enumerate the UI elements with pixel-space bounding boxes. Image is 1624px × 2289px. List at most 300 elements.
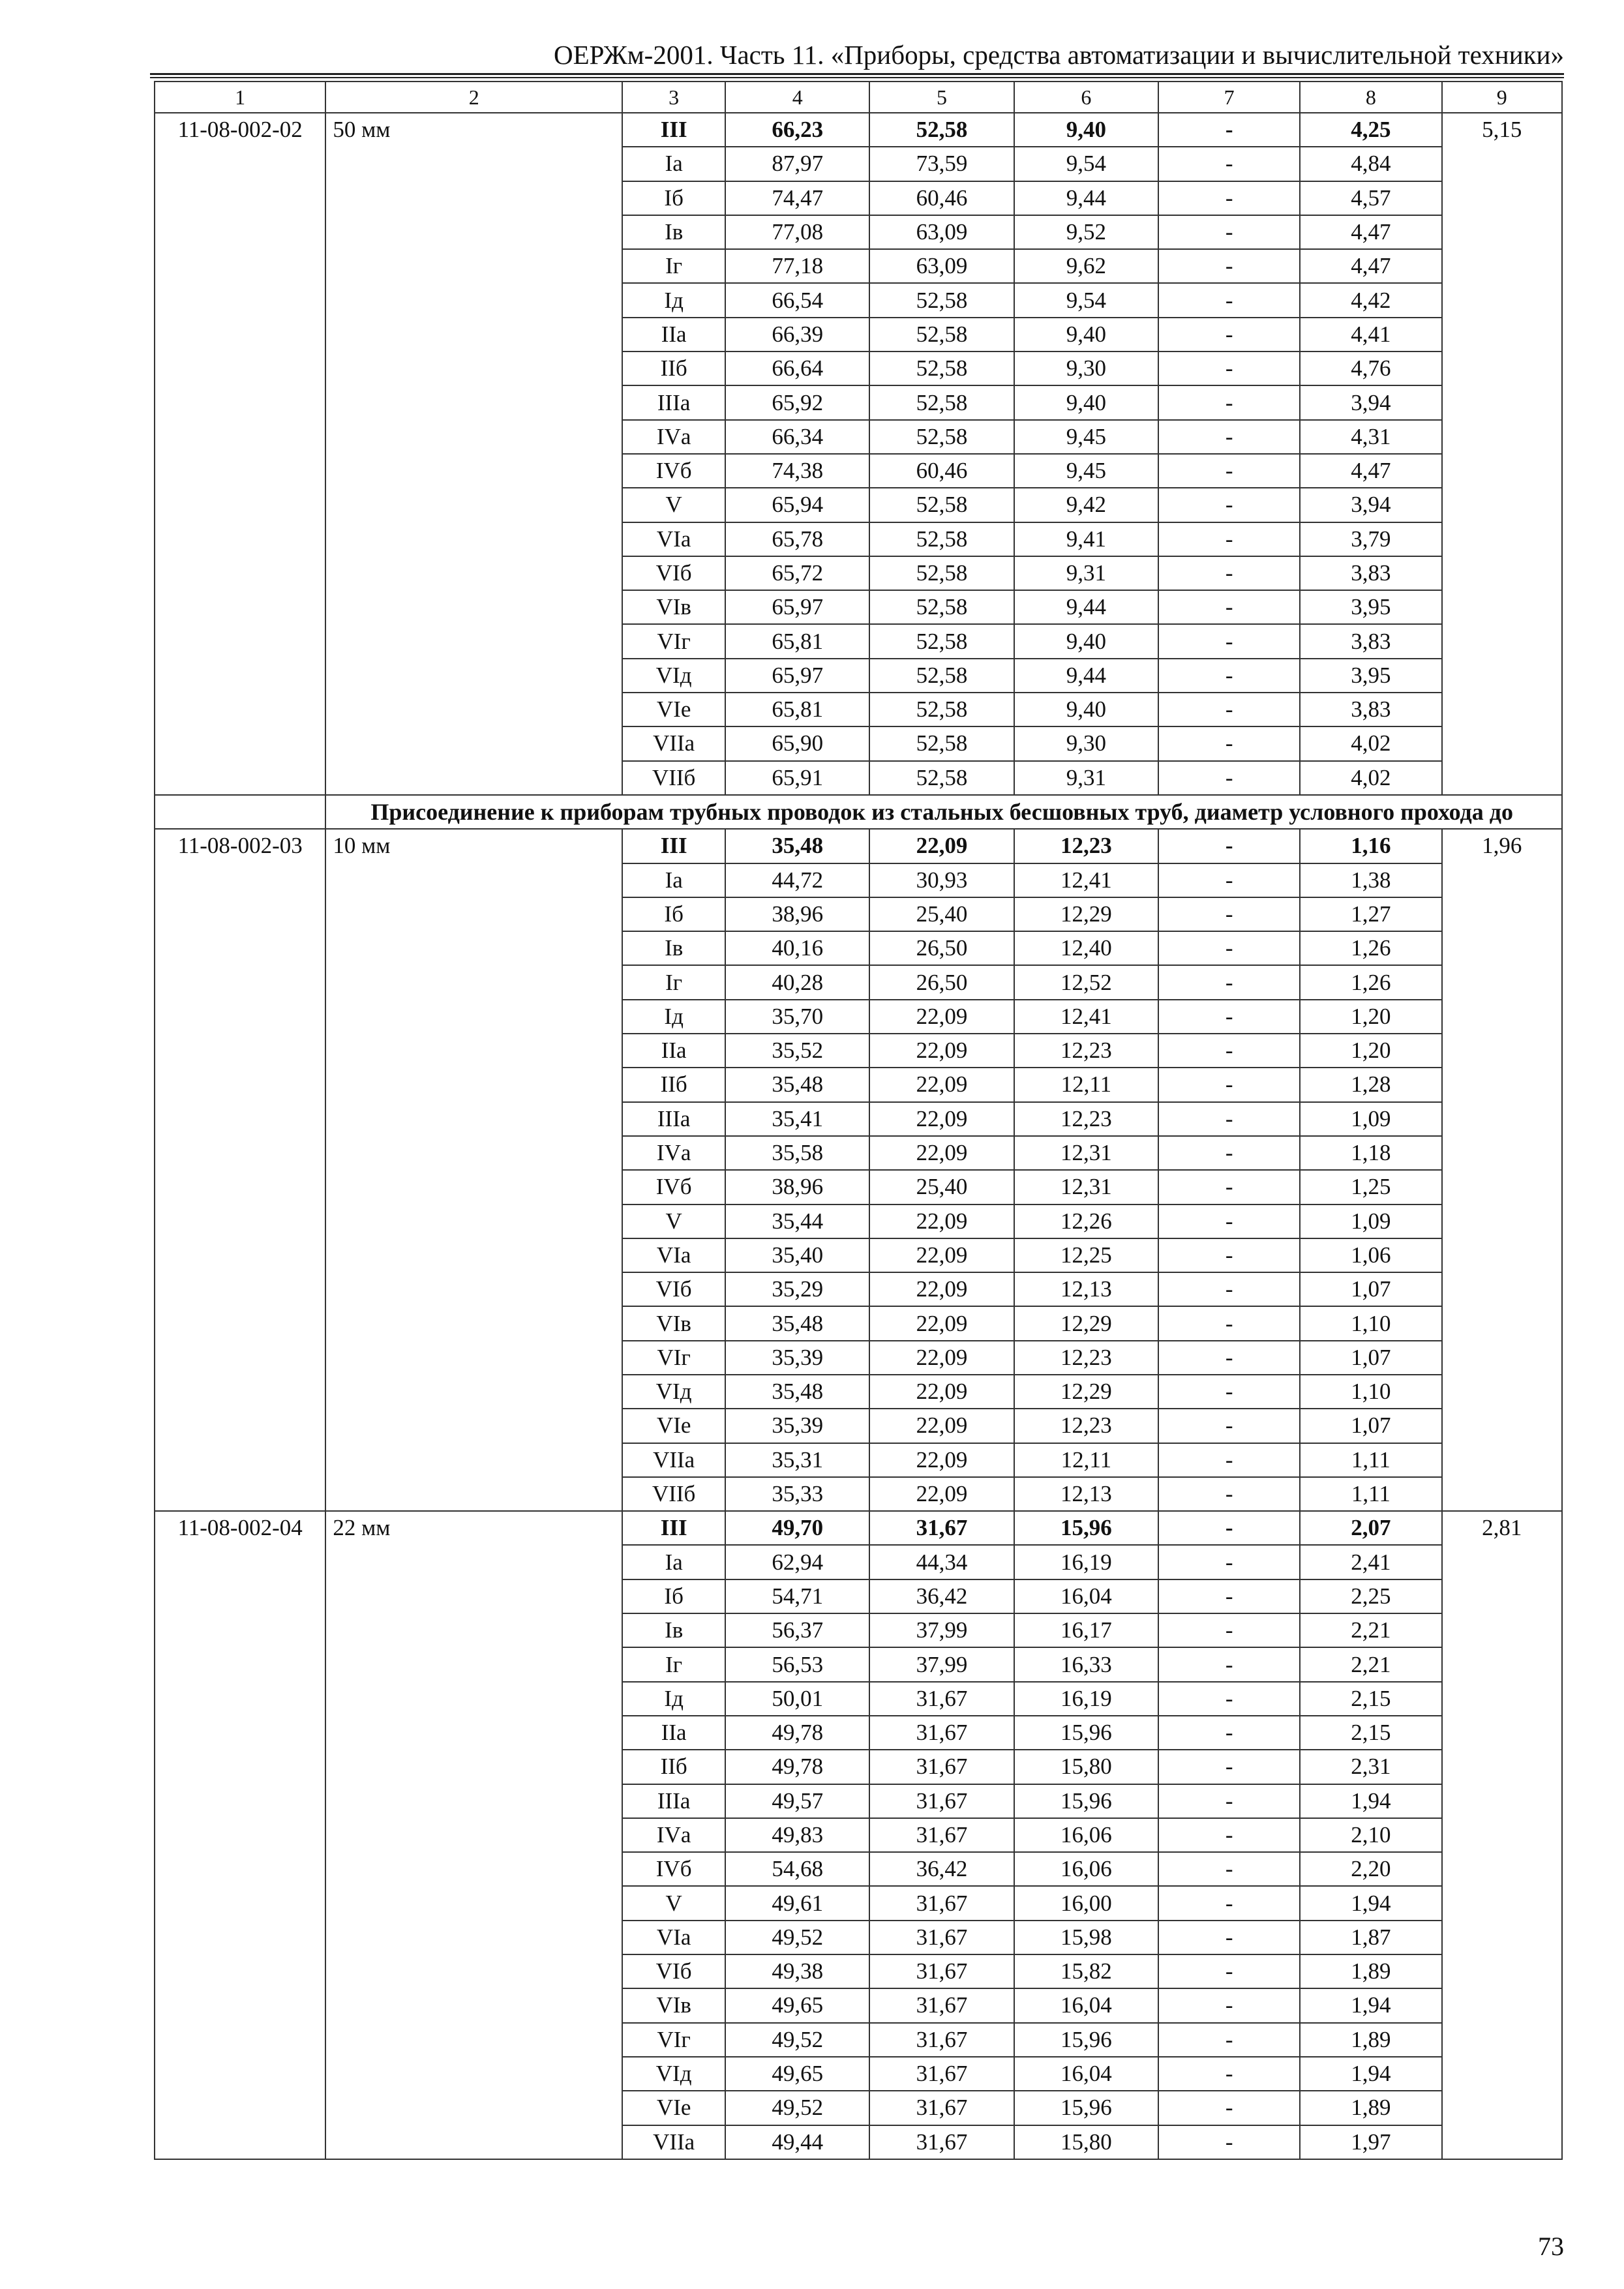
operator-cost-cell: - xyxy=(1158,590,1300,624)
materials-cost-cell: 1,10 xyxy=(1300,1306,1441,1340)
operator-cost-cell: - xyxy=(1158,385,1300,419)
labor-cost-cell: 31,67 xyxy=(869,1818,1014,1852)
materials-cost-cell: 1,89 xyxy=(1300,2091,1441,2125)
total-cost-cell: 65,72 xyxy=(725,556,869,590)
machine-cost-cell: 16,06 xyxy=(1014,1852,1158,1886)
zone-cell: IIIа xyxy=(622,1784,725,1818)
machine-cost-cell: 9,40 xyxy=(1014,113,1158,147)
zone-cell: Iа xyxy=(622,147,725,181)
labor-cost-cell: 31,67 xyxy=(869,2057,1014,2091)
zone-cell: Iа xyxy=(622,1545,725,1579)
zone-cell: Iб xyxy=(622,181,725,215)
machine-cost-cell: 15,82 xyxy=(1014,1954,1158,1988)
zone-cell: VIа xyxy=(622,522,725,556)
operator-cost-cell: - xyxy=(1158,1886,1300,1920)
section-heading-blank xyxy=(155,795,325,829)
labor-cost-cell: 31,67 xyxy=(869,1716,1014,1750)
materials-cost-cell: 4,47 xyxy=(1300,215,1441,249)
total-cost-cell: 87,97 xyxy=(725,147,869,181)
zone-cell: IIб xyxy=(622,1750,725,1784)
machine-cost-cell: 12,23 xyxy=(1014,1102,1158,1136)
total-cost-cell: 65,81 xyxy=(725,624,869,658)
materials-cost-cell: 2,15 xyxy=(1300,1682,1441,1716)
zone-cell: VIд xyxy=(622,2057,725,2091)
zone-cell: V xyxy=(622,1886,725,1920)
operator-cost-cell: - xyxy=(1158,863,1300,897)
materials-cost-cell: 1,25 xyxy=(1300,1170,1441,1204)
labor-cost-cell: 52,58 xyxy=(869,488,1014,522)
machine-cost-cell: 9,52 xyxy=(1014,215,1158,249)
labor-cost-cell: 52,58 xyxy=(869,420,1014,454)
labor-cost-cell: 22,09 xyxy=(869,1000,1014,1034)
total-cost-cell: 35,33 xyxy=(725,1477,869,1511)
materials-cost-cell: 3,83 xyxy=(1300,624,1441,658)
materials-cost-cell: 1,07 xyxy=(1300,1341,1441,1375)
labor-cost-cell: 52,58 xyxy=(869,659,1014,693)
labor-cost-cell: 22,09 xyxy=(869,1306,1014,1340)
total-cost-cell: 65,92 xyxy=(725,385,869,419)
materials-cost-cell: 1,20 xyxy=(1300,1000,1441,1034)
labor-hours: 1,96 xyxy=(1442,829,1562,1511)
total-cost-cell: 65,81 xyxy=(725,693,869,726)
total-cost-cell: 49,52 xyxy=(725,1921,869,1954)
machine-cost-cell: 12,11 xyxy=(1014,1068,1158,1101)
zone-cell: Iд xyxy=(622,1682,725,1716)
zone-cell: VIе xyxy=(622,2091,725,2125)
zone-cell: Iг xyxy=(622,965,725,999)
total-cost-cell: 56,53 xyxy=(725,1647,869,1681)
materials-cost-cell: 1,11 xyxy=(1300,1477,1441,1511)
materials-cost-cell: 1,11 xyxy=(1300,1443,1441,1477)
column-number: 4 xyxy=(725,82,869,113)
total-cost-cell: 35,48 xyxy=(725,1306,869,1340)
operator-cost-cell: - xyxy=(1158,2125,1300,2159)
operator-cost-cell: - xyxy=(1158,761,1300,795)
labor-cost-cell: 31,67 xyxy=(869,2091,1014,2125)
zone-cell: Iд xyxy=(622,1000,725,1034)
zone-cell: Iг xyxy=(622,249,725,283)
operator-cost-cell: - xyxy=(1158,1682,1300,1716)
zone-cell: V xyxy=(622,1204,725,1238)
labor-cost-cell: 60,46 xyxy=(869,181,1014,215)
section-heading: Присоединение к приборам трубных проводок из стальных бесшовных труб, диаметр условного прохода до xyxy=(325,795,1562,829)
column-number: 1 xyxy=(155,82,325,113)
operator-cost-cell: - xyxy=(1158,1136,1300,1170)
zone-cell: Iв xyxy=(622,931,725,965)
materials-cost-cell: 1,09 xyxy=(1300,1204,1441,1238)
materials-cost-cell: 4,57 xyxy=(1300,181,1441,215)
section-heading-row xyxy=(155,795,1562,829)
operator-cost-cell: - xyxy=(1158,1341,1300,1375)
labor-cost-cell: 31,67 xyxy=(869,2125,1014,2159)
labor-cost-cell: 60,46 xyxy=(869,454,1014,488)
machine-cost-cell: 16,06 xyxy=(1014,1818,1158,1852)
operator-cost-cell: - xyxy=(1158,1716,1300,1750)
zone-cell: IVа xyxy=(622,1818,725,1852)
machine-cost-cell: 12,31 xyxy=(1014,1170,1158,1204)
rate-code: 11-08-002-03 xyxy=(155,829,325,1511)
operator-cost-cell: - xyxy=(1158,1477,1300,1511)
zone-cell: IVб xyxy=(622,1852,725,1886)
materials-cost-cell: 4,47 xyxy=(1300,454,1441,488)
materials-cost-cell: 4,02 xyxy=(1300,761,1441,795)
machine-cost-cell: 9,40 xyxy=(1014,624,1158,658)
operator-cost-cell: - xyxy=(1158,1068,1300,1101)
total-cost-cell: 65,91 xyxy=(725,761,869,795)
labor-cost-cell: 37,99 xyxy=(869,1613,1014,1647)
machine-cost-cell: 15,96 xyxy=(1014,2091,1158,2125)
machine-cost-cell: 12,23 xyxy=(1014,1341,1158,1375)
machine-cost-cell: 9,45 xyxy=(1014,454,1158,488)
operator-cost-cell: - xyxy=(1158,352,1300,385)
zone-cell: VIIа xyxy=(622,1443,725,1477)
machine-cost-cell: 12,41 xyxy=(1014,863,1158,897)
labor-cost-cell: 36,42 xyxy=(869,1852,1014,1886)
machine-cost-cell: 9,30 xyxy=(1014,352,1158,385)
zone-cell: IIа xyxy=(622,1034,725,1068)
machine-cost-cell: 12,13 xyxy=(1014,1477,1158,1511)
materials-cost-cell: 1,97 xyxy=(1300,2125,1441,2159)
materials-cost-cell: 1,94 xyxy=(1300,1886,1441,1920)
total-cost-cell: 38,96 xyxy=(725,1170,869,1204)
operator-cost-cell: - xyxy=(1158,1000,1300,1034)
operator-cost-cell: - xyxy=(1158,1988,1300,2022)
rates-table-container xyxy=(154,81,1563,2160)
operator-cost-cell: - xyxy=(1158,1170,1300,1204)
operator-cost-cell: - xyxy=(1158,283,1300,317)
total-cost-cell: 66,34 xyxy=(725,420,869,454)
total-cost-cell: 35,31 xyxy=(725,1443,869,1477)
total-cost-cell: 74,47 xyxy=(725,181,869,215)
materials-cost-cell: 4,41 xyxy=(1300,318,1441,352)
zone-cell: Iд xyxy=(622,283,725,317)
labor-cost-cell: 52,58 xyxy=(869,556,1014,590)
labor-cost-cell: 52,58 xyxy=(869,318,1014,352)
total-cost-cell: 49,65 xyxy=(725,2057,869,2091)
operator-cost-cell: - xyxy=(1158,693,1300,726)
machine-cost-cell: 16,04 xyxy=(1014,2057,1158,2091)
total-cost-cell: 49,78 xyxy=(725,1716,869,1750)
operator-cost-cell: - xyxy=(1158,2023,1300,2057)
operator-cost-cell: - xyxy=(1158,1034,1300,1068)
labor-cost-cell: 22,09 xyxy=(869,1375,1014,1409)
machine-cost-cell: 12,31 xyxy=(1014,1136,1158,1170)
operator-cost-cell: - xyxy=(1158,113,1300,147)
zone-cell: IVа xyxy=(622,1136,725,1170)
zone-cell: VIв xyxy=(622,590,725,624)
total-cost-cell: 35,41 xyxy=(725,1102,869,1136)
operator-cost-cell: - xyxy=(1158,1204,1300,1238)
table-body xyxy=(155,82,1562,2159)
materials-cost-cell: 2,21 xyxy=(1300,1613,1441,1647)
labor-cost-cell: 36,42 xyxy=(869,1579,1014,1613)
machine-cost-cell: 12,29 xyxy=(1014,1306,1158,1340)
materials-cost-cell: 3,83 xyxy=(1300,693,1441,726)
total-cost-cell: 49,57 xyxy=(725,1784,869,1818)
materials-cost-cell: 4,47 xyxy=(1300,249,1441,283)
machine-cost-cell: 15,80 xyxy=(1014,2125,1158,2159)
machine-cost-cell: 16,00 xyxy=(1014,1886,1158,1920)
machine-cost-cell: 15,96 xyxy=(1014,1784,1158,1818)
materials-cost-cell: 3,95 xyxy=(1300,659,1441,693)
labor-hours: 2,81 xyxy=(1442,1511,1562,2159)
labor-cost-cell: 37,99 xyxy=(869,1647,1014,1681)
zone-cell: IVб xyxy=(622,454,725,488)
materials-cost-cell: 1,26 xyxy=(1300,931,1441,965)
zone-cell: VIе xyxy=(622,1409,725,1443)
materials-cost-cell: 4,42 xyxy=(1300,283,1441,317)
labor-cost-cell: 52,58 xyxy=(869,590,1014,624)
operator-cost-cell: - xyxy=(1158,1579,1300,1613)
machine-cost-cell: 9,44 xyxy=(1014,590,1158,624)
materials-cost-cell: 1,06 xyxy=(1300,1238,1441,1272)
column-number: 5 xyxy=(869,82,1014,113)
labor-cost-cell: 31,67 xyxy=(869,1511,1014,1545)
zone-cell: Iв xyxy=(622,215,725,249)
column-number: 3 xyxy=(622,82,725,113)
machine-cost-cell: 12,23 xyxy=(1014,829,1158,863)
machine-cost-cell: 12,23 xyxy=(1014,1409,1158,1443)
total-cost-cell: 65,94 xyxy=(725,488,869,522)
machine-cost-cell: 16,19 xyxy=(1014,1682,1158,1716)
materials-cost-cell: 1,94 xyxy=(1300,1988,1441,2022)
zone-cell: VIг xyxy=(622,2023,725,2057)
labor-hours: 5,15 xyxy=(1442,113,1562,795)
zone-cell: VIIа xyxy=(622,726,725,760)
machine-cost-cell: 9,40 xyxy=(1014,385,1158,419)
zone-cell: IIб xyxy=(622,352,725,385)
total-cost-cell: 56,37 xyxy=(725,1613,869,1647)
materials-cost-cell: 1,20 xyxy=(1300,1034,1441,1068)
operator-cost-cell: - xyxy=(1158,1511,1300,1545)
total-cost-cell: 77,18 xyxy=(725,249,869,283)
materials-cost-cell: 1,07 xyxy=(1300,1409,1441,1443)
machine-cost-cell: 12,23 xyxy=(1014,1034,1158,1068)
labor-cost-cell: 25,40 xyxy=(869,1170,1014,1204)
total-cost-cell: 35,39 xyxy=(725,1409,869,1443)
total-cost-cell: 35,48 xyxy=(725,1068,869,1101)
total-cost-cell: 49,70 xyxy=(725,1511,869,1545)
zone-cell: VIб xyxy=(622,556,725,590)
labor-cost-cell: 52,58 xyxy=(869,522,1014,556)
machine-cost-cell: 16,04 xyxy=(1014,1988,1158,2022)
total-cost-cell: 49,83 xyxy=(725,1818,869,1852)
machine-cost-cell: 9,44 xyxy=(1014,659,1158,693)
machine-cost-cell: 12,13 xyxy=(1014,1272,1158,1306)
machine-cost-cell: 15,96 xyxy=(1014,2023,1158,2057)
column-number-row xyxy=(155,82,1562,113)
machine-cost-cell: 15,96 xyxy=(1014,1716,1158,1750)
total-cost-cell: 49,61 xyxy=(725,1886,869,1920)
total-cost-cell: 49,52 xyxy=(725,2023,869,2057)
labor-cost-cell: 22,09 xyxy=(869,829,1014,863)
zone-cell: VIIа xyxy=(622,2125,725,2159)
labor-cost-cell: 52,58 xyxy=(869,726,1014,760)
zone-cell: VIд xyxy=(622,1375,725,1409)
operator-cost-cell: - xyxy=(1158,726,1300,760)
pipe-size: 22 мм xyxy=(325,1511,622,2159)
total-cost-cell: 44,72 xyxy=(725,863,869,897)
machine-cost-cell: 12,26 xyxy=(1014,1204,1158,1238)
total-cost-cell: 65,90 xyxy=(725,726,869,760)
labor-cost-cell: 31,67 xyxy=(869,1784,1014,1818)
zone-cell: IIб xyxy=(622,1068,725,1101)
machine-cost-cell: 9,54 xyxy=(1014,283,1158,317)
materials-cost-cell: 2,20 xyxy=(1300,1852,1441,1886)
operator-cost-cell: - xyxy=(1158,1272,1300,1306)
operator-cost-cell: - xyxy=(1158,556,1300,590)
zone-cell: VIа xyxy=(622,1921,725,1954)
materials-cost-cell: 2,10 xyxy=(1300,1818,1441,1852)
labor-cost-cell: 22,09 xyxy=(869,1272,1014,1306)
header-rule xyxy=(150,73,1564,75)
machine-cost-cell: 9,30 xyxy=(1014,726,1158,760)
materials-cost-cell: 3,94 xyxy=(1300,488,1441,522)
total-cost-cell: 38,96 xyxy=(725,897,869,931)
machine-cost-cell: 9,42 xyxy=(1014,488,1158,522)
total-cost-cell: 35,58 xyxy=(725,1136,869,1170)
materials-cost-cell: 1,94 xyxy=(1300,1784,1441,1818)
zone-cell: VIб xyxy=(622,1272,725,1306)
rates-table xyxy=(154,81,1563,2160)
zone-cell: VIв xyxy=(622,1988,725,2022)
table-row xyxy=(155,113,1562,147)
zone-cell: IVа xyxy=(622,420,725,454)
zone-cell: VIа xyxy=(622,1238,725,1272)
total-cost-cell: 66,64 xyxy=(725,352,869,385)
total-cost-cell: 35,52 xyxy=(725,1034,869,1068)
machine-cost-cell: 12,29 xyxy=(1014,1375,1158,1409)
labor-cost-cell: 22,09 xyxy=(869,1034,1014,1068)
zone-cell: VIг xyxy=(622,624,725,658)
operator-cost-cell: - xyxy=(1158,931,1300,965)
operator-cost-cell: - xyxy=(1158,1238,1300,1272)
machine-cost-cell: 12,25 xyxy=(1014,1238,1158,1272)
machine-cost-cell: 12,29 xyxy=(1014,897,1158,931)
labor-cost-cell: 52,58 xyxy=(869,352,1014,385)
labor-cost-cell: 73,59 xyxy=(869,147,1014,181)
labor-cost-cell: 31,67 xyxy=(869,1954,1014,1988)
materials-cost-cell: 1,89 xyxy=(1300,2023,1441,2057)
labor-cost-cell: 26,50 xyxy=(869,965,1014,999)
labor-cost-cell: 22,09 xyxy=(869,1204,1014,1238)
labor-cost-cell: 22,09 xyxy=(869,1409,1014,1443)
column-number: 6 xyxy=(1014,82,1158,113)
page-number: 73 xyxy=(1538,2232,1564,2261)
labor-cost-cell: 22,09 xyxy=(869,1477,1014,1511)
total-cost-cell: 35,40 xyxy=(725,1238,869,1272)
materials-cost-cell: 3,94 xyxy=(1300,385,1441,419)
total-cost-cell: 35,44 xyxy=(725,1204,869,1238)
zone-cell: Iг xyxy=(622,1647,725,1681)
zone-cell: VIг xyxy=(622,1341,725,1375)
materials-cost-cell: 2,21 xyxy=(1300,1647,1441,1681)
total-cost-cell: 35,70 xyxy=(725,1000,869,1034)
machine-cost-cell: 9,31 xyxy=(1014,761,1158,795)
operator-cost-cell: - xyxy=(1158,522,1300,556)
machine-cost-cell: 12,52 xyxy=(1014,965,1158,999)
labor-cost-cell: 63,09 xyxy=(869,249,1014,283)
zone-cell: VIIб xyxy=(622,1477,725,1511)
total-cost-cell: 66,39 xyxy=(725,318,869,352)
materials-cost-cell: 1,94 xyxy=(1300,2057,1441,2091)
labor-cost-cell: 31,67 xyxy=(869,2023,1014,2057)
operator-cost-cell: - xyxy=(1158,1647,1300,1681)
zone-cell: IIа xyxy=(622,318,725,352)
operator-cost-cell: - xyxy=(1158,1375,1300,1409)
labor-cost-cell: 31,67 xyxy=(869,1988,1014,2022)
materials-cost-cell: 2,31 xyxy=(1300,1750,1441,1784)
total-cost-cell: 54,71 xyxy=(725,1579,869,1613)
materials-cost-cell: 1,10 xyxy=(1300,1375,1441,1409)
labor-cost-cell: 52,58 xyxy=(869,624,1014,658)
labor-cost-cell: 25,40 xyxy=(869,897,1014,931)
materials-cost-cell: 2,07 xyxy=(1300,1511,1441,1545)
rate-code: 11-08-002-02 xyxy=(155,113,325,795)
machine-cost-cell: 16,19 xyxy=(1014,1545,1158,1579)
machine-cost-cell: 9,62 xyxy=(1014,249,1158,283)
materials-cost-cell: 1,38 xyxy=(1300,863,1441,897)
materials-cost-cell: 1,18 xyxy=(1300,1136,1441,1170)
labor-cost-cell: 52,58 xyxy=(869,761,1014,795)
operator-cost-cell: - xyxy=(1158,1306,1300,1340)
operator-cost-cell: - xyxy=(1158,1784,1300,1818)
labor-cost-cell: 22,09 xyxy=(869,1238,1014,1272)
machine-cost-cell: 15,80 xyxy=(1014,1750,1158,1784)
total-cost-cell: 54,68 xyxy=(725,1852,869,1886)
materials-cost-cell: 1,26 xyxy=(1300,965,1441,999)
materials-cost-cell: 2,41 xyxy=(1300,1545,1441,1579)
materials-cost-cell: 3,83 xyxy=(1300,556,1441,590)
labor-cost-cell: 44,34 xyxy=(869,1545,1014,1579)
labor-cost-cell: 22,09 xyxy=(869,1443,1014,1477)
labor-cost-cell: 22,09 xyxy=(869,1102,1014,1136)
labor-cost-cell: 31,67 xyxy=(869,1750,1014,1784)
operator-cost-cell: - xyxy=(1158,1545,1300,1579)
total-cost-cell: 49,38 xyxy=(725,1954,869,1988)
labor-cost-cell: 22,09 xyxy=(869,1341,1014,1375)
operator-cost-cell: - xyxy=(1158,897,1300,931)
materials-cost-cell: 1,28 xyxy=(1300,1068,1441,1101)
header-rule-secondary xyxy=(150,77,1564,78)
machine-cost-cell: 15,96 xyxy=(1014,1511,1158,1545)
zone-cell: VIд xyxy=(622,659,725,693)
total-cost-cell: 35,48 xyxy=(725,829,869,863)
machine-cost-cell: 9,31 xyxy=(1014,556,1158,590)
total-cost-cell: 49,44 xyxy=(725,2125,869,2159)
labor-cost-cell: 31,67 xyxy=(869,1921,1014,1954)
operator-cost-cell: - xyxy=(1158,659,1300,693)
machine-cost-cell: 16,17 xyxy=(1014,1613,1158,1647)
total-cost-cell: 74,38 xyxy=(725,454,869,488)
total-cost-cell: 49,78 xyxy=(725,1750,869,1784)
operator-cost-cell: - xyxy=(1158,147,1300,181)
zone-cell: Iв xyxy=(622,1613,725,1647)
operator-cost-cell: - xyxy=(1158,1954,1300,1988)
total-cost-cell: 35,29 xyxy=(725,1272,869,1306)
operator-cost-cell: - xyxy=(1158,249,1300,283)
total-cost-cell: 66,54 xyxy=(725,283,869,317)
operator-cost-cell: - xyxy=(1158,1818,1300,1852)
zone-cell: IIIа xyxy=(622,1102,725,1136)
zone-cell: IVб xyxy=(622,1170,725,1204)
labor-cost-cell: 52,58 xyxy=(869,693,1014,726)
total-cost-cell: 35,39 xyxy=(725,1341,869,1375)
labor-cost-cell: 52,58 xyxy=(869,385,1014,419)
operator-cost-cell: - xyxy=(1158,420,1300,454)
operator-cost-cell: - xyxy=(1158,215,1300,249)
labor-cost-cell: 63,09 xyxy=(869,215,1014,249)
